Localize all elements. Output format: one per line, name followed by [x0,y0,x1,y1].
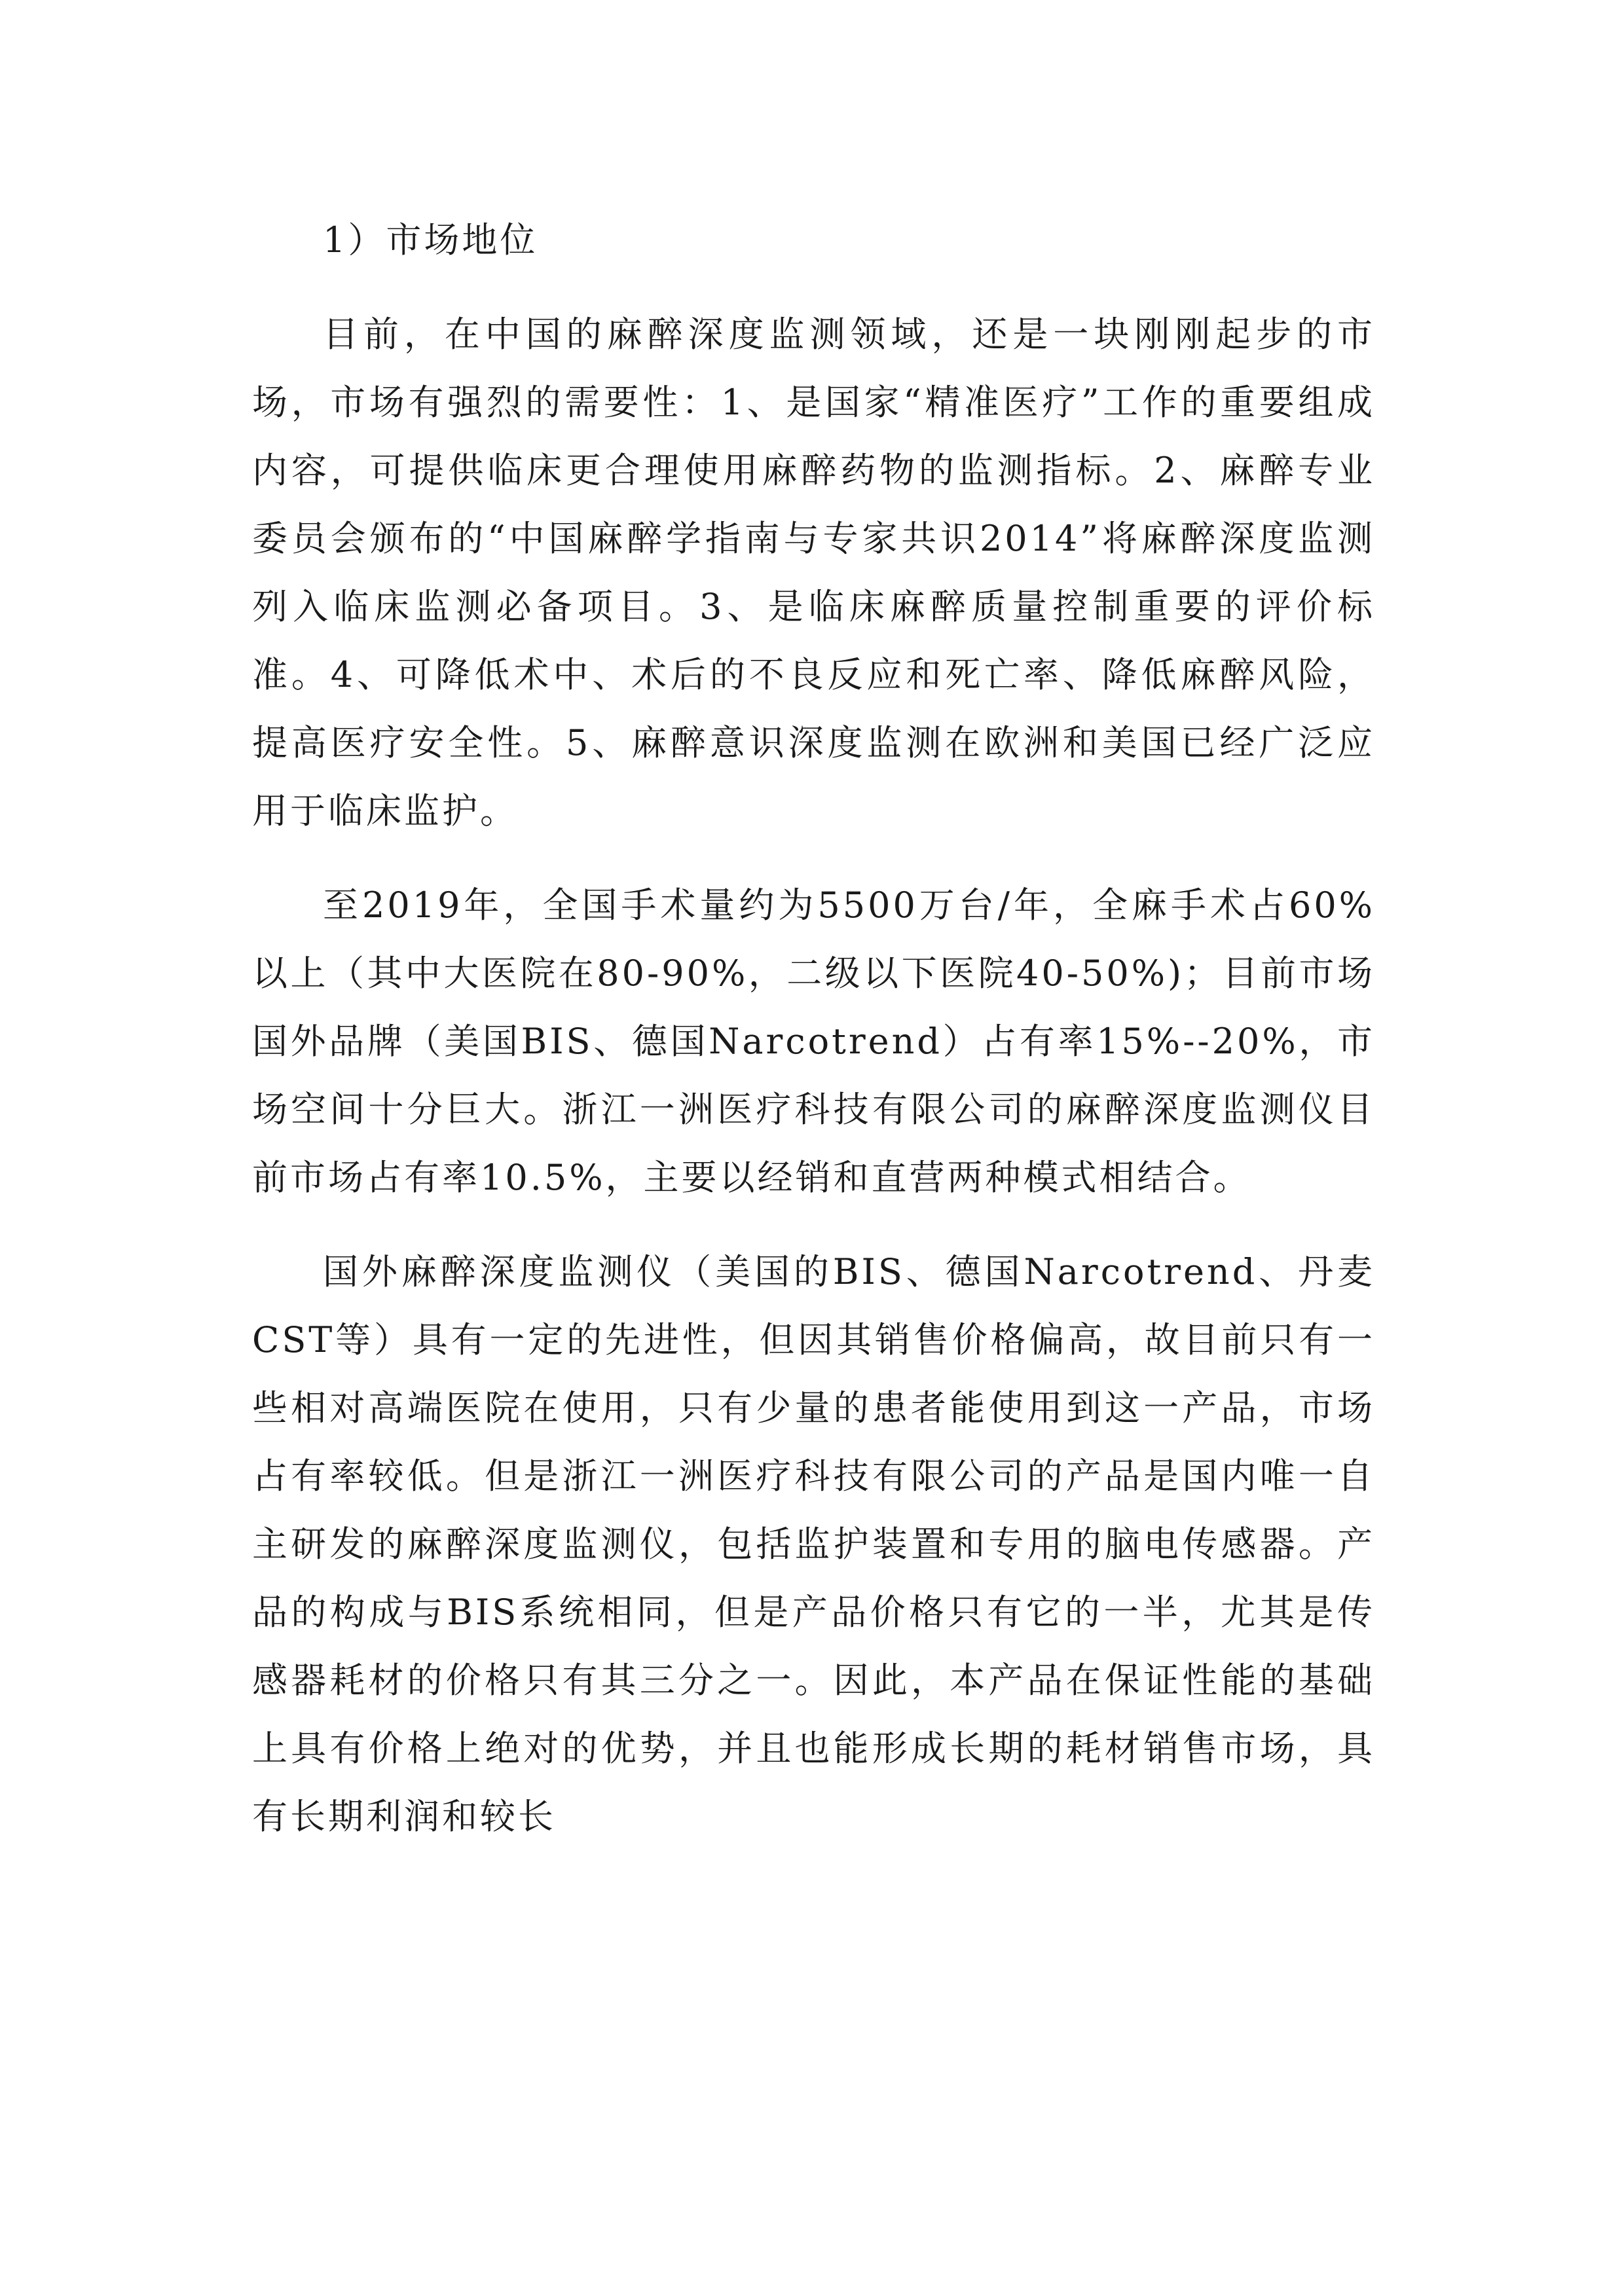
section-heading: 1）市场地位 [323,219,538,261]
paragraph-market-need: 目前，在中国的麻醉深度监测领域，还是一块刚刚起步的市场，市场有强烈的需要性：1、是国家“精准医疗”工作的重要组成内容，可提供临床更合理使用麻醉药物的监测指标。2、麻醉专业委员会颁布的“中国麻醉学指南与专家共识2014”将麻醉深度监测列入临床监测必备项目。3、是临床麻醉质量控制重要的评价标准。4、可降低术中、术后的不良反应和死亡率、降低麻醉风险，提高医疗安全性。5、麻醉意识深度监测在欧洲和美国已经广泛应用于临床监护。 [252,314,1375,831]
document-body [252,206,1375,1877]
paragraph-market-size: 至2019年，全国手术量约为5500万台/年，全麻手术占60%以上（其中大医院在80-90%，二级以下医院40-50%)；目前市场国外品牌（美国BIS、德国Narcotrend）占有率15%--20%，市场空间十分巨大。浙江一洲医疗科技有限公司的麻醉深度监测仪目前市场占有率10.5%，主要以经销和直营两种模式相结合。 [252,884,1375,1198]
paragraph-competition: 国外麻醉深度监测仪（美国的BIS、德国Narcotrend、丹麦CST等）具有一定的先进性，但因其销售价格偏高，故目前只有一些相对高端医院在使用，只有少量的患者能使用到这一产品，市场占有率较低。但是浙江一洲医疗科技有限公司的产品是国内唯一自主研发的麻醉深度监测仪，包括监护装置和专用的脑电传感器。产品的构成与BIS系统相同，但是产品价格只有它的一半，尤其是传感器耗材的价格只有其三分之一。因此，本产品在保证性能的基础上具有价格上绝对的优势，并且也能形成长期的耗材销售市场，具有长期利润和较长 [252,1251,1375,1837]
